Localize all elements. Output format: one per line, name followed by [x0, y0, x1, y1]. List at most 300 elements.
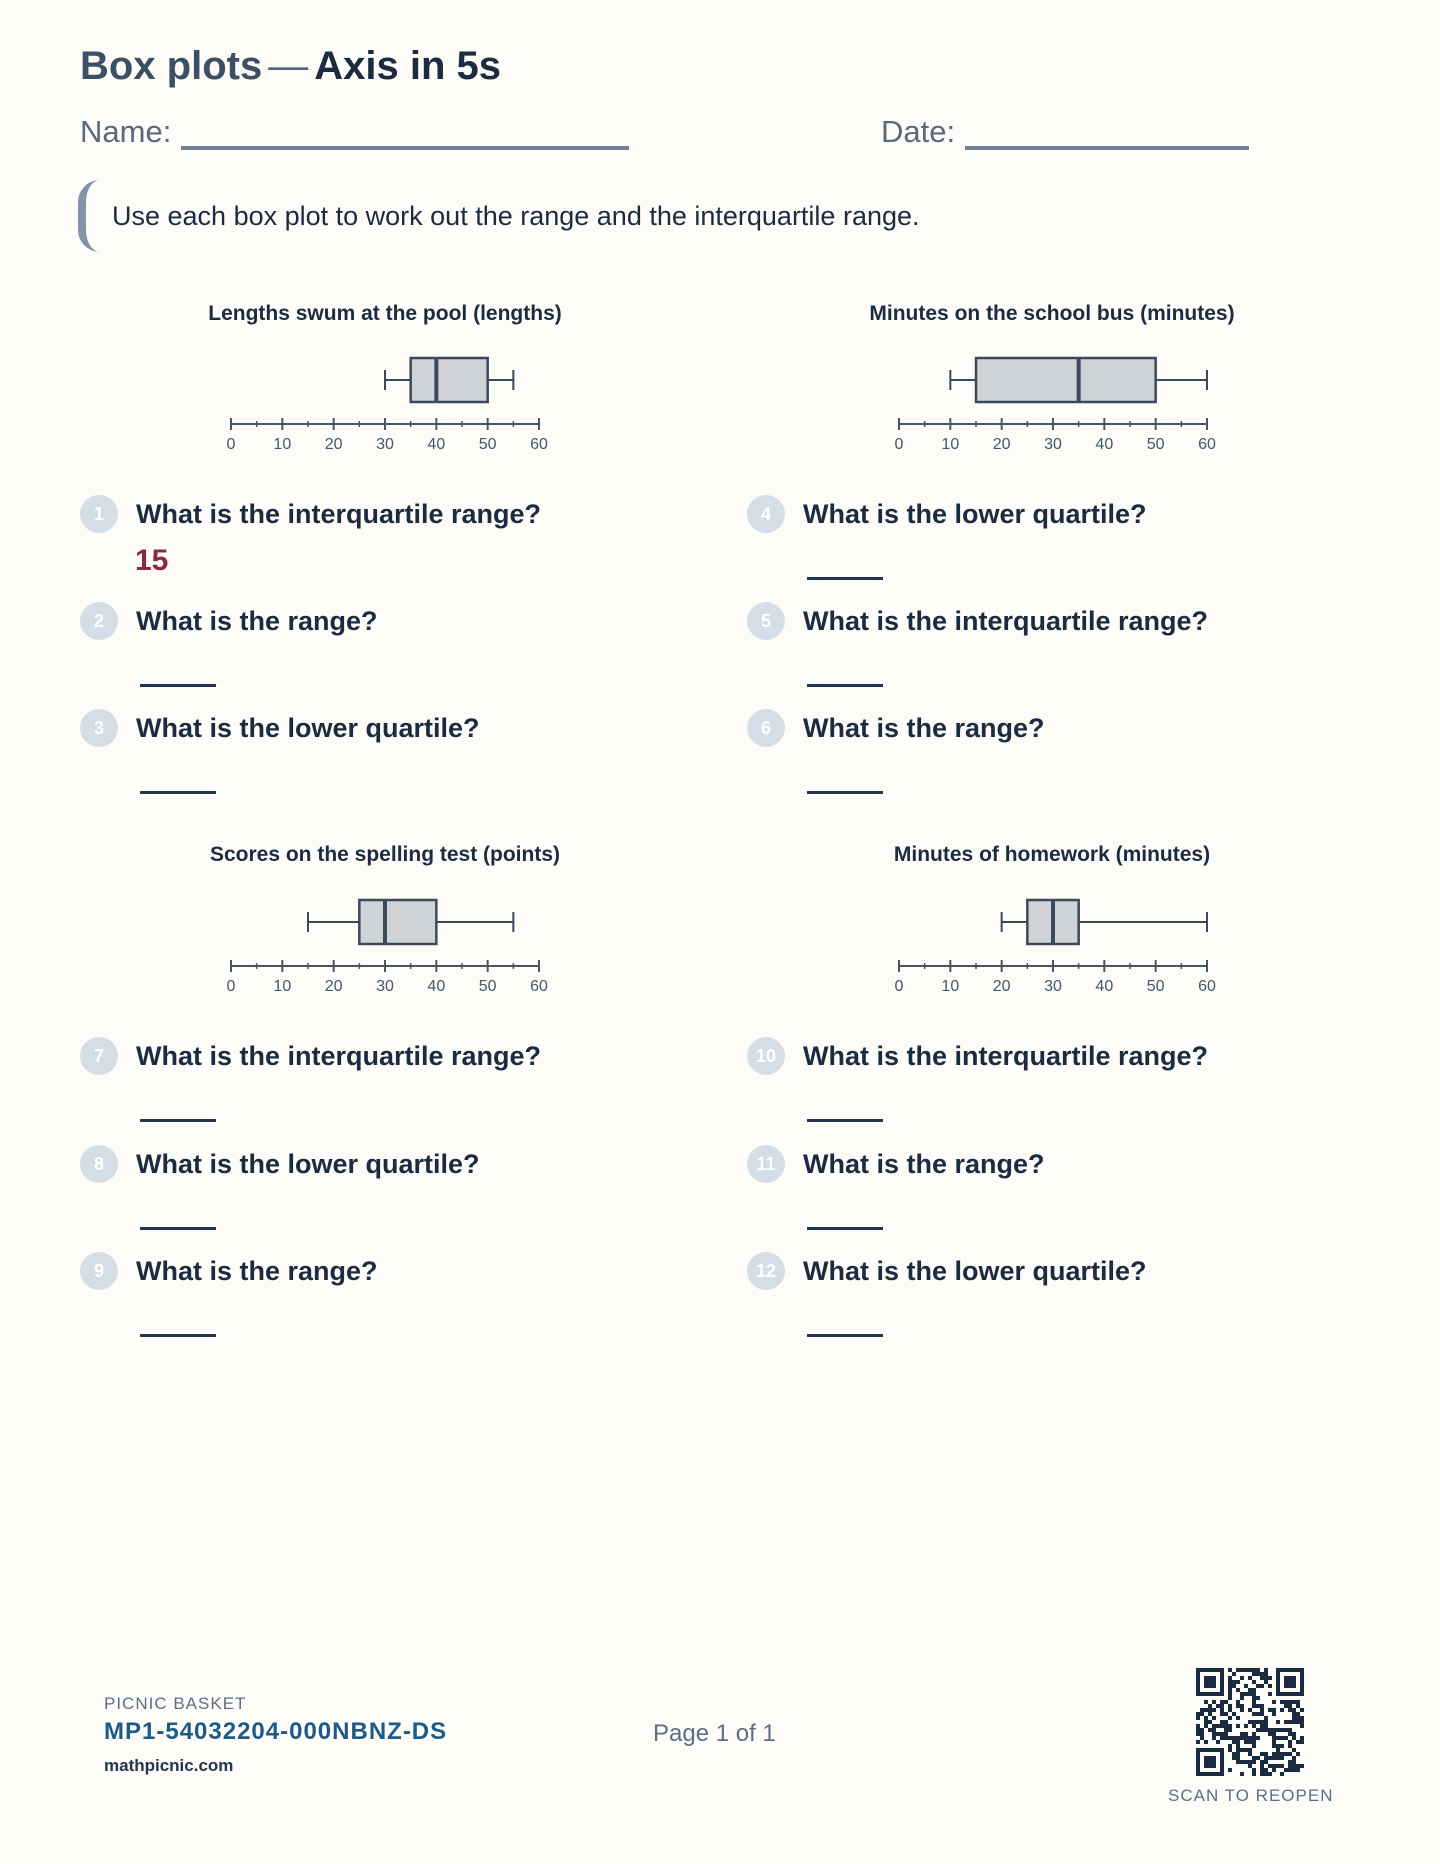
qr-module [1236, 1700, 1240, 1704]
answer-blank-line[interactable] [140, 1334, 216, 1337]
qr-module [1280, 1744, 1284, 1748]
qr-finder-core [1204, 1676, 1216, 1688]
question-number-badge: 5 [747, 602, 785, 640]
qr-module [1248, 1740, 1252, 1744]
qr-module [1216, 1704, 1220, 1708]
tick-label: 60 [1198, 436, 1216, 453]
qr-module [1260, 1676, 1264, 1680]
qr-finder-core [1204, 1756, 1216, 1768]
qr-module [1264, 1672, 1268, 1676]
name-input-line[interactable] [181, 116, 629, 150]
qr-module [1292, 1700, 1296, 1704]
qr-module [1288, 1744, 1292, 1748]
qr-module [1252, 1672, 1256, 1676]
qr-module [1288, 1704, 1292, 1708]
qr-module [1280, 1728, 1284, 1732]
iqr-box [411, 358, 488, 402]
qr-module [1264, 1756, 1268, 1760]
tick-label: 0 [894, 978, 904, 995]
tick-label: 30 [1044, 436, 1062, 453]
question-number-badge: 12 [747, 1252, 785, 1290]
qr-module [1256, 1736, 1260, 1740]
qr-module [1252, 1744, 1256, 1748]
qr-module [1236, 1748, 1240, 1752]
qr-module [1268, 1728, 1272, 1732]
title-part2: Axis in 5s [314, 44, 501, 88]
qr-module [1288, 1708, 1292, 1712]
question-number-badge: 7 [80, 1037, 118, 1075]
qr-module [1272, 1740, 1276, 1744]
qr-module [1252, 1760, 1256, 1764]
footer-code: MP1-54032204-000NBNZ-DS [104, 1718, 448, 1745]
qr-module [1200, 1712, 1204, 1716]
qr-module [1228, 1676, 1232, 1680]
qr-module [1288, 1768, 1292, 1772]
iqr-box [359, 900, 436, 944]
question-item [80, 1252, 378, 1290]
qr-module [1252, 1772, 1256, 1776]
answer-blank-line[interactable] [807, 1227, 883, 1230]
tick-label: 40 [1095, 436, 1114, 453]
qr-module [1236, 1724, 1240, 1728]
question-text: What is the range? [136, 605, 378, 636]
qr-module [1228, 1668, 1232, 1672]
qr-module [1224, 1700, 1228, 1704]
qr-module [1204, 1708, 1208, 1712]
tick-label: 40 [427, 436, 446, 453]
title-part1: Box plots [80, 44, 263, 88]
qr-module [1220, 1708, 1224, 1712]
question-item [80, 602, 378, 640]
tick-label: 10 [941, 978, 960, 995]
qr-module [1216, 1740, 1220, 1744]
plot-title: Scores on the spelling test (points) [209, 843, 561, 866]
question-number-badge: 11 [747, 1145, 785, 1183]
question-number-badge: 1 [80, 495, 118, 533]
tick-label: 20 [324, 978, 343, 995]
qr-module [1224, 1728, 1228, 1732]
qr-module [1264, 1752, 1268, 1756]
qr-module [1256, 1704, 1260, 1708]
qr-module [1232, 1752, 1236, 1756]
qr-module [1228, 1748, 1232, 1752]
qr-module [1212, 1728, 1216, 1732]
qr-finder-core [1284, 1676, 1296, 1688]
qr-module [1240, 1692, 1244, 1696]
qr-module [1244, 1748, 1248, 1752]
qr-module [1252, 1688, 1256, 1692]
box-plot-svg [885, 340, 1225, 460]
qr-module [1248, 1692, 1252, 1696]
qr-module [1252, 1696, 1256, 1700]
question-item [747, 1145, 1045, 1183]
qr-module [1236, 1716, 1240, 1720]
qr-module [1296, 1700, 1300, 1704]
qr-module [1292, 1748, 1296, 1752]
qr-module [1204, 1740, 1208, 1744]
qr-module [1284, 1728, 1288, 1732]
qr-module [1236, 1688, 1240, 1692]
answer-blank-line[interactable] [807, 1334, 883, 1337]
qr-module [1208, 1712, 1212, 1716]
qr-module [1260, 1760, 1264, 1764]
qr-module [1248, 1760, 1252, 1764]
qr-module [1296, 1704, 1300, 1708]
qr-label: SCAN TO REOPEN [1168, 1786, 1334, 1805]
qr-module [1244, 1724, 1248, 1728]
question-item [747, 602, 1208, 640]
qr-module [1216, 1724, 1220, 1728]
qr-module [1240, 1732, 1244, 1736]
qr-module [1284, 1752, 1288, 1756]
qr-module [1264, 1760, 1268, 1764]
qr-module [1280, 1764, 1284, 1768]
qr-module [1288, 1760, 1292, 1764]
qr-module [1196, 1716, 1200, 1720]
qr-module [1268, 1732, 1272, 1736]
qr-module [1268, 1764, 1272, 1768]
qr-module [1248, 1720, 1252, 1724]
qr-module [1280, 1772, 1284, 1776]
qr-module [1292, 1720, 1296, 1724]
box-plot-svg [217, 340, 557, 460]
qr-module [1268, 1684, 1272, 1688]
qr-module [1236, 1704, 1240, 1708]
qr-module [1228, 1744, 1232, 1748]
qr-module [1232, 1712, 1236, 1716]
qr-module [1276, 1756, 1280, 1760]
answer-blank-line[interactable] [140, 1119, 216, 1122]
qr-module [1296, 1720, 1300, 1724]
box-plot-svg [217, 882, 557, 1002]
qr-module [1212, 1732, 1216, 1736]
qr-module [1284, 1736, 1288, 1740]
qr-module [1212, 1708, 1216, 1712]
qr-module [1272, 1752, 1276, 1756]
qr-module [1288, 1732, 1292, 1736]
footer-brand: PICNIC BASKET [104, 1694, 247, 1713]
qr-module [1236, 1740, 1240, 1744]
question-number-badge: 10 [747, 1037, 785, 1075]
qr-module [1224, 1724, 1228, 1728]
qr-module [1228, 1704, 1232, 1708]
question-text: What is the lower quartile? [803, 1255, 1147, 1286]
qr-module [1256, 1668, 1260, 1672]
qr-module [1260, 1764, 1264, 1768]
qr-module [1260, 1728, 1264, 1732]
answer-blank-line[interactable] [140, 1227, 216, 1230]
page-number: Page 1 of 1 [653, 1720, 776, 1747]
tick-label: 0 [894, 436, 904, 453]
qr-module [1240, 1668, 1244, 1672]
tick-label: 50 [1146, 436, 1165, 453]
question-text: What is the lower quartile? [803, 498, 1147, 529]
qr-module [1296, 1764, 1300, 1768]
qr-module [1240, 1696, 1244, 1700]
qr-module [1224, 1720, 1228, 1724]
qr-module [1256, 1712, 1260, 1716]
qr-module [1292, 1732, 1296, 1736]
qr-module [1272, 1712, 1276, 1716]
qr-module [1244, 1668, 1248, 1672]
qr-module [1232, 1672, 1236, 1676]
qr-module [1260, 1672, 1264, 1676]
qr-module [1240, 1772, 1244, 1776]
qr-module [1240, 1708, 1244, 1712]
qr-module [1228, 1716, 1232, 1720]
question-text: What is the lower quartile? [136, 712, 480, 743]
qr-module [1232, 1680, 1236, 1684]
qr-module [1204, 1700, 1208, 1704]
answer-blank-line[interactable] [140, 684, 216, 687]
instruction-callout [78, 180, 1378, 252]
qr-module [1240, 1748, 1244, 1752]
qr-module [1292, 1708, 1296, 1712]
tick-label: 30 [1044, 978, 1062, 995]
qr-module [1196, 1724, 1200, 1728]
qr-module [1200, 1708, 1204, 1712]
qr-module [1264, 1668, 1268, 1672]
qr-module [1228, 1680, 1232, 1684]
qr-module [1260, 1768, 1264, 1772]
qr-module [1256, 1672, 1260, 1676]
qr-module [1296, 1768, 1300, 1772]
qr-module [1256, 1720, 1260, 1724]
qr-module [1244, 1740, 1248, 1744]
date-input-line[interactable] [965, 116, 1249, 150]
qr-module [1252, 1712, 1256, 1716]
qr-module [1236, 1752, 1240, 1756]
question-item [747, 495, 1147, 533]
plot-title: Lengths swum at the pool (lengths) [208, 302, 562, 325]
qr-module [1252, 1736, 1256, 1740]
question-text: What is the interquartile range? [136, 498, 542, 529]
qr-module [1280, 1756, 1284, 1760]
question-number-badge: 9 [80, 1252, 118, 1290]
qr-module [1284, 1700, 1288, 1704]
tick-label: 60 [1198, 978, 1216, 995]
qr-module [1204, 1716, 1208, 1720]
qr-module [1256, 1728, 1260, 1732]
qr-module [1300, 1720, 1304, 1724]
qr-module [1260, 1708, 1264, 1712]
qr-module [1228, 1724, 1232, 1728]
qr-module [1288, 1700, 1292, 1704]
tick-label: 10 [273, 978, 292, 995]
qr-module [1272, 1764, 1276, 1768]
qr-code-icon[interactable] [1196, 1668, 1304, 1776]
qr-module [1236, 1760, 1240, 1764]
qr-module [1264, 1716, 1268, 1720]
qr-module [1196, 1740, 1200, 1744]
qr-module [1216, 1732, 1220, 1736]
qr-module [1284, 1704, 1288, 1708]
question-text: What is the range? [803, 712, 1045, 743]
qr-module [1292, 1760, 1296, 1764]
qr-module [1204, 1724, 1208, 1728]
qr-module [1268, 1756, 1272, 1760]
question-text: What is the interquartile range? [136, 1040, 542, 1071]
tick-label: 0 [226, 978, 236, 995]
question-text: What is the lower quartile? [136, 1148, 480, 1179]
qr-module [1228, 1696, 1232, 1700]
date-label: Date: [881, 114, 956, 149]
qr-module [1260, 1724, 1264, 1728]
qr-module [1224, 1736, 1228, 1740]
qr-module [1260, 1772, 1264, 1776]
qr-module [1248, 1764, 1252, 1768]
qr-module [1276, 1748, 1280, 1752]
qr-module [1220, 1720, 1224, 1724]
qr-module [1264, 1676, 1268, 1680]
qr-module [1292, 1768, 1296, 1772]
qr-module [1248, 1752, 1252, 1756]
qr-module [1264, 1720, 1268, 1724]
qr-module [1300, 1724, 1304, 1728]
qr-module [1208, 1708, 1212, 1712]
qr-module [1276, 1752, 1280, 1756]
qr-module [1252, 1768, 1256, 1772]
qr-module [1248, 1688, 1252, 1692]
qr-module [1264, 1724, 1268, 1728]
qr-module [1212, 1736, 1216, 1740]
qr-module [1276, 1736, 1280, 1740]
qr-module [1232, 1736, 1236, 1740]
qr-module [1300, 1740, 1304, 1744]
qr-module [1272, 1736, 1276, 1740]
qr-module [1276, 1728, 1280, 1732]
qr-module [1248, 1668, 1252, 1672]
tick-label: 30 [376, 978, 394, 995]
qr-module [1292, 1712, 1296, 1716]
qr-module [1300, 1736, 1304, 1740]
qr-module [1260, 1720, 1264, 1724]
qr-module [1236, 1668, 1240, 1672]
qr-module [1244, 1732, 1248, 1736]
qr-module [1272, 1756, 1276, 1760]
name-field [80, 114, 629, 150]
qr-module [1276, 1720, 1280, 1724]
qr-module [1288, 1764, 1292, 1768]
tick-label: 10 [941, 436, 960, 453]
qr-module [1240, 1736, 1244, 1740]
answer-blank-line[interactable] [140, 791, 216, 794]
qr-module [1252, 1700, 1256, 1704]
qr-module [1208, 1704, 1212, 1708]
tick-label: 20 [324, 436, 343, 453]
qr-module [1240, 1704, 1244, 1708]
tick-label: 40 [1095, 978, 1114, 995]
qr-module [1300, 1764, 1304, 1768]
qr-module [1280, 1708, 1284, 1712]
plot-title: Minutes on the school bus (minutes) [869, 302, 1235, 325]
question-item [80, 709, 480, 747]
box-plot-svg [885, 882, 1225, 1002]
qr-module [1284, 1768, 1288, 1772]
qr-module [1220, 1712, 1224, 1716]
qr-module [1248, 1736, 1252, 1740]
answer-blank-line[interactable] [807, 577, 883, 580]
qr-module [1212, 1716, 1216, 1720]
qr-module [1232, 1740, 1236, 1744]
title-dash: — [268, 44, 309, 88]
qr-module [1300, 1708, 1304, 1712]
qr-module [1204, 1720, 1208, 1724]
qr-module [1276, 1764, 1280, 1768]
answer-value[interactable]: 15 [135, 544, 169, 577]
qr-module [1220, 1704, 1224, 1708]
qr-module [1288, 1740, 1292, 1744]
qr-module [1256, 1696, 1260, 1700]
qr-module [1248, 1748, 1252, 1752]
question-number-badge: 4 [747, 495, 785, 533]
question-item [747, 1037, 1208, 1075]
qr-module [1292, 1764, 1296, 1768]
qr-module [1220, 1736, 1224, 1740]
qr-module [1220, 1700, 1224, 1704]
qr-module [1268, 1772, 1272, 1776]
qr-module [1228, 1736, 1232, 1740]
answer-blank-line[interactable] [807, 684, 883, 687]
question-number-badge: 3 [80, 709, 118, 747]
qr-module [1292, 1756, 1296, 1760]
tick-label: 50 [1146, 978, 1165, 995]
qr-module [1252, 1680, 1256, 1684]
qr-module [1236, 1756, 1240, 1760]
qr-module [1252, 1720, 1256, 1724]
qr-module [1248, 1676, 1252, 1680]
qr-module [1236, 1736, 1240, 1740]
qr-module [1228, 1688, 1232, 1692]
qr-module [1252, 1740, 1256, 1744]
qr-module [1252, 1692, 1256, 1696]
question-number-badge: 8 [80, 1145, 118, 1183]
tick-label: 0 [226, 436, 236, 453]
answer-blank-line[interactable] [807, 791, 883, 794]
question-item [80, 495, 541, 533]
qr-module [1252, 1732, 1256, 1736]
qr-module [1244, 1736, 1248, 1740]
qr-module [1284, 1720, 1288, 1724]
tick-label: 50 [478, 978, 497, 995]
qr-module [1268, 1676, 1272, 1680]
qr-module [1220, 1724, 1224, 1728]
question-text: What is the range? [803, 1148, 1045, 1179]
date-field [881, 114, 1249, 150]
qr-module [1288, 1720, 1292, 1724]
qr-module [1228, 1768, 1232, 1772]
qr-module [1260, 1684, 1264, 1688]
qr-module [1248, 1708, 1252, 1712]
question-number-badge: 2 [80, 602, 118, 640]
qr-module [1272, 1728, 1276, 1732]
tick-label: 60 [530, 978, 548, 995]
qr-module [1212, 1724, 1216, 1728]
tick-label: 20 [992, 978, 1011, 995]
footer-site[interactable]: mathpicnic.com [104, 1756, 234, 1775]
instruction-text: Use each box plot to work out the range and the interquartile range. [112, 200, 920, 231]
qr-module [1264, 1772, 1268, 1776]
qr-module [1272, 1732, 1276, 1736]
question-number-badge: 6 [747, 709, 785, 747]
qr-module [1196, 1732, 1200, 1736]
qr-module [1236, 1744, 1240, 1748]
qr-module [1288, 1752, 1292, 1756]
qr-module [1280, 1752, 1284, 1756]
qr-module [1252, 1668, 1256, 1672]
answer-blank-line[interactable] [807, 1119, 883, 1122]
qr-module [1200, 1728, 1204, 1732]
